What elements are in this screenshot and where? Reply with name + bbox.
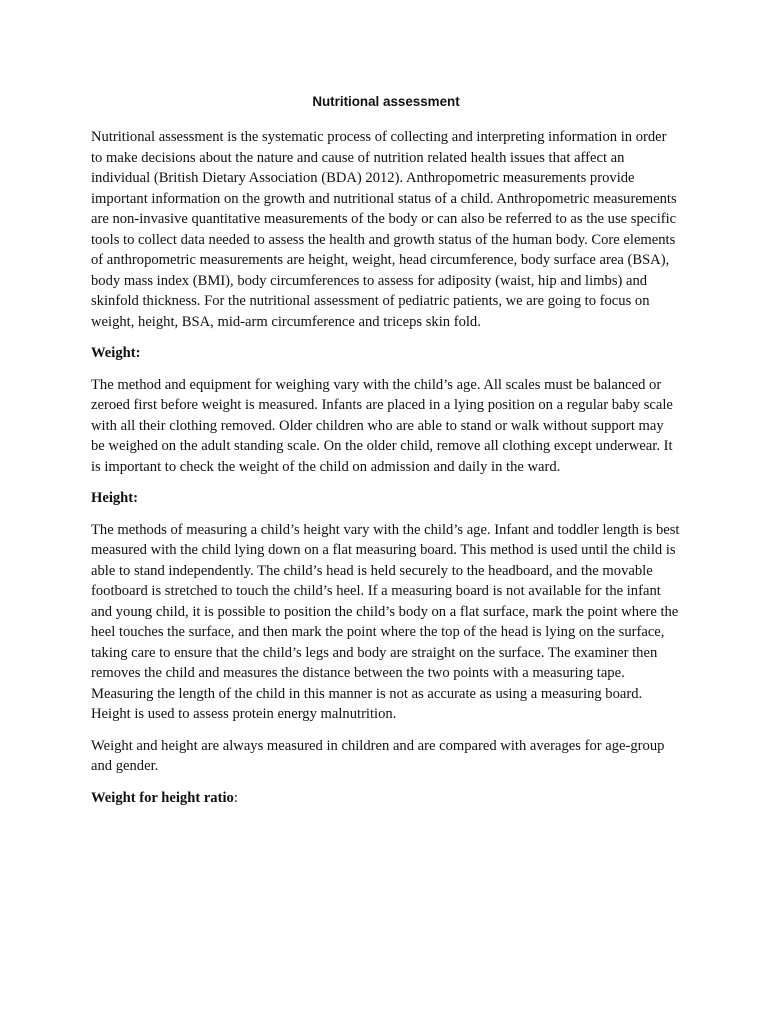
weight-paragraph: The method and equipment for weighing vary with the child’s age. All scales must be balanced or zeroed first before weight is measured. Infants are placed in a lying position on a regular baby scale with all their clothing removed. Older children who are able to stand or walk without support may be weighed on the adult standing scale. On the older child, remove all clothing except underwear. It is important to check the weight of the child on admission and daily in the ward. [91, 376, 673, 475]
intro-paragraph: Nutritional assessment is the systematic process of collecting and interpreting information in order to make decisions about the nature and cause of nutrition related health issues that affect an individual (British Dietary Association (BDA) 2012). Anthropometric measurements provide important information on the growth and nutritional status of a child. Anthropometric measurements are non-invasive quantitative measurements of the body or can also be referred to as the use specific tools to collect data needed to assess the health and growth status of the human body. Core elements of anthropometric measurements are height, weight, head circumference, body surface area (BSA), body mass index (BMI), body circumferences to assess for adiposity (waist, hip and limbs) and skinfold thickness. For the nutritional assessment of pediatric patients, we are going to focus on weight, height, BSA, mid-arm circumference and triceps skin fold. [91, 129, 677, 330]
weight-for-height-ratio-heading [91, 788, 681, 809]
height-paragraph: The methods of measuring a child’s height vary with the child’s age. Infant and toddler length is best measured with the child lying down on a flat measuring board. This method is used until the child is able to stand independently. The child’s head is held securely to the headboard, and the movable footboard is stretched to touch the child’s heel. If a measuring board is not available for the infant and young child, it is possible to position the child’s body on a flat surface, mark the point where the heel touches the surface, and then mark the point where the top of the head is lying on the surface, taking care to ensure that the child’s legs and body are straight on the surface. The examiner then removes the child and measures the distance between the two points with a measuring tape. Measuring the length of the child in this manner is not as accurate as using a measuring board. Height is used to assess protein energy malnutrition. [91, 521, 680, 722]
weight-heading: Weight: [91, 345, 141, 361]
document-body [91, 127, 681, 819]
weight-for-height-ratio-colon: : [233, 789, 238, 806]
height-heading: Height: [91, 490, 139, 506]
weight-for-height-ratio-heading-text: Weight for height ratio [91, 789, 234, 806]
document-title: Nutritional assessment [312, 94, 460, 109]
weight-height-comparison-paragraph: Weight and height are always measured in children and are compared with averages for age-group and gender. [91, 737, 665, 774]
